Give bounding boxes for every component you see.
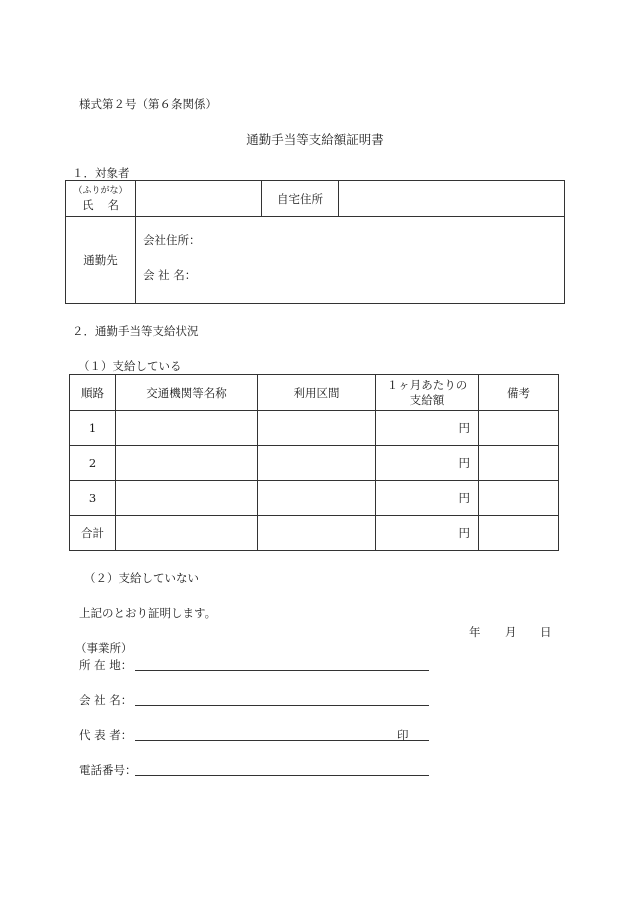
total-label: 合計 [70, 516, 116, 551]
remarks-cell[interactable] [479, 516, 559, 551]
section-cell[interactable] [258, 446, 376, 481]
date-year: 年 [469, 625, 481, 639]
paid-heading: （１）支給している [78, 359, 182, 373]
header-route: 順路 [70, 375, 116, 411]
address-label: 所 在 地： [79, 658, 133, 672]
section2-heading: ２．通勤手当等支給状況 [72, 324, 199, 338]
section-cell[interactable] [258, 481, 376, 516]
target-person-table [65, 180, 565, 304]
office-label: （事業所） [75, 641, 133, 655]
transport-name-cell[interactable] [116, 446, 258, 481]
workplace-label: 通勤先 [66, 217, 136, 304]
not-paid-heading: （２）支給していない [84, 571, 199, 585]
remarks-cell[interactable] [479, 411, 559, 446]
date-day: 日 [540, 625, 552, 639]
document-title: 通勤手当等支給額証明書 [246, 132, 384, 147]
header-remarks: 備考 [479, 375, 559, 411]
seal-label: 印 [397, 728, 409, 742]
form-number: 様式第２号（第６条関係） [79, 97, 217, 111]
remarks-cell[interactable] [479, 481, 559, 516]
allowance-table [69, 374, 559, 551]
table-row [70, 411, 559, 446]
header-transport-name: 交通機関等名称 [116, 375, 258, 411]
header-section: 利用区間 [258, 375, 376, 411]
home-address-field[interactable] [339, 181, 565, 217]
table-header-row [70, 375, 559, 411]
company-input-line[interactable] [135, 705, 429, 706]
phone-label: 電話番号： [79, 763, 137, 777]
home-address-label: 自宅住所 [262, 181, 339, 217]
row-label: 3 [70, 481, 116, 516]
date-month: 月 [505, 625, 517, 639]
transport-name-cell[interactable] [116, 411, 258, 446]
address-input-line[interactable] [135, 670, 429, 671]
amount-cell[interactable]: 円 [376, 411, 479, 446]
table-row [70, 481, 559, 516]
row-label: 2 [70, 446, 116, 481]
company-address-label: 会社住所： [143, 233, 201, 247]
company-name-label: 会 社 名： [143, 268, 197, 282]
name-field[interactable] [136, 181, 262, 217]
furigana-label: （ふりがな） [73, 185, 128, 196]
transport-name-cell[interactable] [116, 516, 258, 551]
section1-heading: １．対象者 [72, 166, 130, 180]
transport-name-cell[interactable] [116, 481, 258, 516]
representative-input-line[interactable] [135, 740, 429, 741]
section-cell[interactable] [258, 411, 376, 446]
workplace-field[interactable] [136, 217, 565, 304]
amount-cell[interactable]: 円 [376, 481, 479, 516]
header-monthly-line1: １ヶ月あたりの [386, 377, 468, 392]
representative-label: 代 表 者： [79, 728, 133, 742]
name-label: 氏名 [82, 197, 133, 212]
amount-cell[interactable]: 円 [376, 446, 479, 481]
phone-input-line[interactable] [135, 775, 429, 776]
table-row [70, 446, 559, 481]
section-cell[interactable] [258, 516, 376, 551]
remarks-cell[interactable] [479, 446, 559, 481]
row-label: 1 [70, 411, 116, 446]
company-label: 会 社 名： [79, 693, 133, 707]
certification-statement: 上記のとおり証明します。 [79, 606, 217, 620]
name-label-cell [66, 181, 136, 217]
total-amount-cell[interactable]: 円 [376, 516, 479, 551]
header-monthly-amount [376, 375, 479, 411]
table-row-total [70, 516, 559, 551]
header-monthly-line2: 支給額 [409, 392, 445, 407]
